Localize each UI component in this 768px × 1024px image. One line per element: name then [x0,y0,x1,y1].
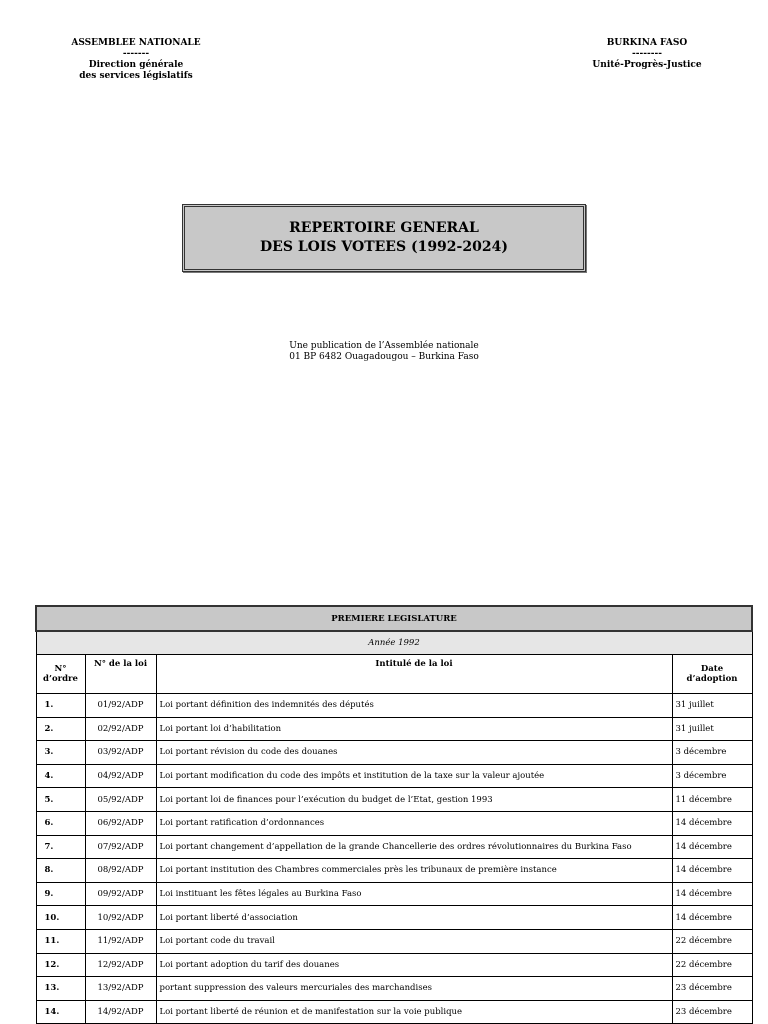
table-row [36,859,752,883]
table-row [36,741,752,765]
row-ordre: 2. [36,717,85,741]
row-numero: 12/92/ADP [85,953,156,977]
table-row [36,717,752,741]
laws-table [35,605,753,1024]
row-date: 11 décembre [672,788,752,812]
table-row [36,953,752,977]
row-numero: 13/92/ADP [85,977,156,1001]
row-intitule: Loi portant loi d’habilitation [156,717,672,741]
header-left-line2: Direction générale [88,60,184,70]
laws-table-body [36,694,752,1024]
row-date: 22 décembre [672,953,752,977]
row-date: 3 décembre [672,764,752,788]
header-left-separator: ------- [122,49,150,59]
row-intitule: Loi portant modification du code des impôts et institution de la taxe sur la valeur ajoutée [156,764,672,788]
legislature-heading: PREMIERE LEGISLATURE [36,606,752,631]
row-intitule: Loi portant institution des Chambres commerciales près les tribunaux de première instance [156,859,672,883]
publication-info [0,341,768,363]
row-numero: 07/92/ADP [85,835,156,859]
row-numero: 02/92/ADP [85,717,156,741]
column-header-ordre-line1: N° [54,664,67,674]
column-header-date-line1: Date [700,664,724,674]
row-intitule: Loi portant définition des indemnités des députés [156,694,672,718]
row-ordre: 13. [36,977,85,1001]
publication-line2: 01 BP 6482 Ouagadougou – Burkina Faso [289,352,479,362]
row-numero: 14/92/ADP [85,1000,156,1024]
row-date: 14 décembre [672,835,752,859]
row-date: 31 juillet [672,694,752,718]
column-header-intitule: Intitulé de la loi [156,655,672,694]
row-numero: 06/92/ADP [85,811,156,835]
row-ordre: 1. [36,694,85,718]
row-intitule: Loi portant changement d’appellation de la grande Chancellerie des ordres révolutionnaires du Burkina Faso [156,835,672,859]
row-numero: 04/92/ADP [85,764,156,788]
row-numero: 08/92/ADP [85,859,156,883]
row-date: 23 décembre [672,1000,752,1024]
row-date: 14 décembre [672,882,752,906]
header-left [52,38,220,82]
row-numero: 03/92/ADP [85,741,156,765]
row-numero: 10/92/ADP [85,906,156,930]
row-ordre: 5. [36,788,85,812]
row-ordre: 12. [36,953,85,977]
document-title-line2: DES LOIS VOTEES (1992-2024) [260,239,508,255]
row-intitule: portant suppression des valeurs mercuriales des marchandises [156,977,672,1001]
publication-line1: Une publication de l’Assemblée nationale [289,341,479,351]
row-intitule: Loi portant liberté de réunion et de manifestation sur la voie publique [156,1000,672,1024]
table-row [36,764,752,788]
row-numero: 05/92/ADP [85,788,156,812]
row-numero: 09/92/ADP [85,882,156,906]
row-date: 14 décembre [672,811,752,835]
row-ordre: 9. [36,882,85,906]
row-date: 22 décembre [672,929,752,953]
row-intitule: Loi portant adoption du tarif des douanes [156,953,672,977]
document-title-line1: REPERTOIRE GENERAL [289,220,479,236]
table-row [36,882,752,906]
row-intitule: Loi portant loi de finances pour l’exécution du budget de l’Etat, gestion 1993 [156,788,672,812]
table-row [36,977,752,1001]
row-intitule: Loi portant ratification d’ordonnances [156,811,672,835]
row-date: 14 décembre [672,859,752,883]
column-header-ordre [36,655,85,694]
row-date: 3 décembre [672,741,752,765]
row-date: 14 décembre [672,906,752,930]
document-title-box [182,204,586,272]
table-row [36,929,752,953]
row-intitule: Loi instituant les fêtes légales au Burkina Faso [156,882,672,906]
row-intitule: Loi portant code du travail [156,929,672,953]
row-ordre: 10. [36,906,85,930]
row-ordre: 6. [36,811,85,835]
year-heading: Année 1992 [36,631,752,655]
row-ordre: 7. [36,835,85,859]
header-left-line1: ASSEMBLEE NATIONALE [71,38,201,48]
table-row [36,788,752,812]
row-date: 23 décembre [672,977,752,1001]
row-ordre: 14. [36,1000,85,1024]
row-date: 31 juillet [672,717,752,741]
row-intitule: Loi portant liberté d’association [156,906,672,930]
row-ordre: 3. [36,741,85,765]
row-ordre: 8. [36,859,85,883]
table-row [36,906,752,930]
row-intitule: Loi portant révision du code des douanes [156,741,672,765]
header-right-line2: Unité-Progrès-Justice [592,60,702,70]
column-header-ordre-line2: d’ordre [43,674,78,684]
row-numero: 01/92/ADP [85,694,156,718]
table-row [36,694,752,718]
header-left-line3: des services législatifs [79,71,193,81]
table-row [36,835,752,859]
column-header-date [672,655,752,694]
table-row [36,1000,752,1024]
row-numero: 11/92/ADP [85,929,156,953]
row-ordre: 4. [36,764,85,788]
header-right-line1: BURKINA FASO [606,38,688,48]
row-ordre: 11. [36,929,85,953]
header-right [570,38,724,71]
column-header-numero: N° de la loi [85,655,156,694]
column-header-date-line2: d’adoption [686,674,738,684]
header-right-separator: -------- [632,49,662,59]
table-row [36,811,752,835]
